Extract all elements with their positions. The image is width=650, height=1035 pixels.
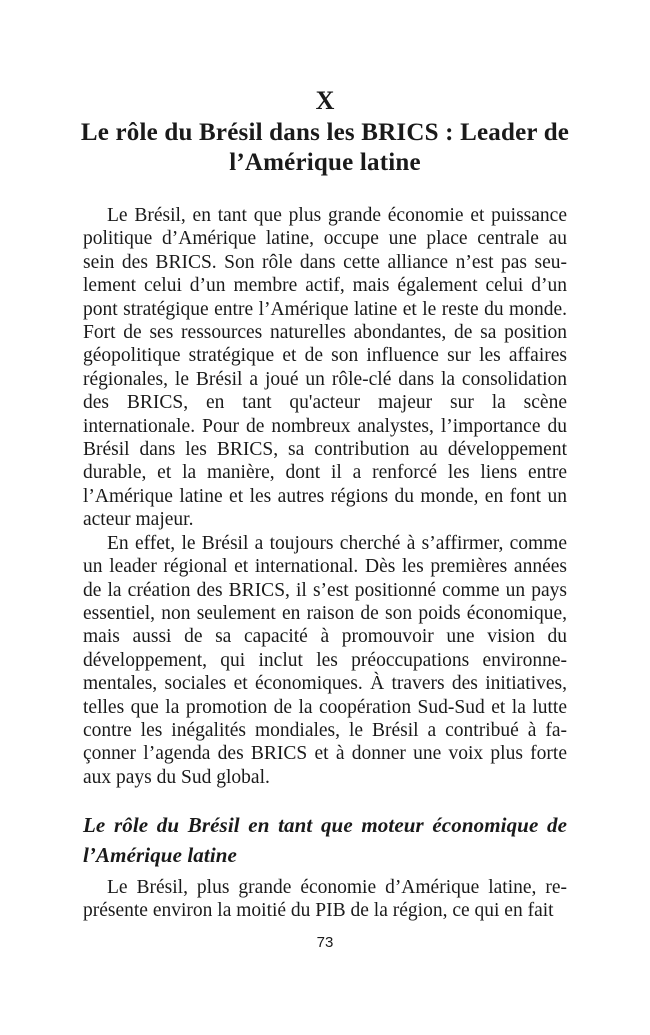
chapter-body	[83, 204, 567, 789]
chapter-title: Le rôle du Brésil dans les BRICS : Leader de l’Amérique latine	[80, 119, 570, 176]
page-number: 73	[316, 934, 334, 951]
section-body	[83, 876, 567, 923]
paragraph-2: En effet, le Brésil a toujours cherché à s’affirmer, comme un leader régional et international. Dès les premières années de la création des BRICS, il s’est positionné comme un pays essentiel, non seulement en raison de son poids économique, mais aussi de sa capacité à promouvoir une vision du développement, qui inclut les préoccupations environnementales, sociales et économiques. À travers des initiatives, telles que la promotion de la coopération Sud-Sud et la lutte contre les inégalités mondiales, le Brésil a contribué à façonner l’agenda des BRICS et à donner une voix plus forte aux pays du Sud global.	[83, 532, 567, 788]
section-paragraph: Le Brésil, plus grande économie d’Amérique latine, représente environ la moitié du PIB de la région, ce qui en fait	[83, 877, 567, 922]
section-heading: Le rôle du Brésil en tant que moteur économique de l’Amérique latine	[83, 813, 567, 867]
chapter-number: X	[315, 86, 335, 115]
paragraph-1: Le Brésil, en tant que plus grande économie et puissance politique d’Amérique latine, occupe une place centrale au sein des BRICS. Son rôle dans cette alliance n’est pas seulement celui d’un membre actif, mais également celui d’un pont stratégique entre l’Amérique latine et le reste du monde. Fort de ses ressources naturelles abondantes, de sa position géopolitique stratégique et de son influence sur les affaires régionales, le Brésil a joué un rôle-clé dans la consolidation des BRICS, en tant qu'acteur majeur sur la scène internationale. Pour de nombreux analystes, l’importance du Brésil dans les BRICS, sa contribution au développement durable, et la manière, dont il a renforcé les liens entre l’Amérique latine et les autres régions du monde, en font un acteur majeur.	[83, 205, 567, 531]
